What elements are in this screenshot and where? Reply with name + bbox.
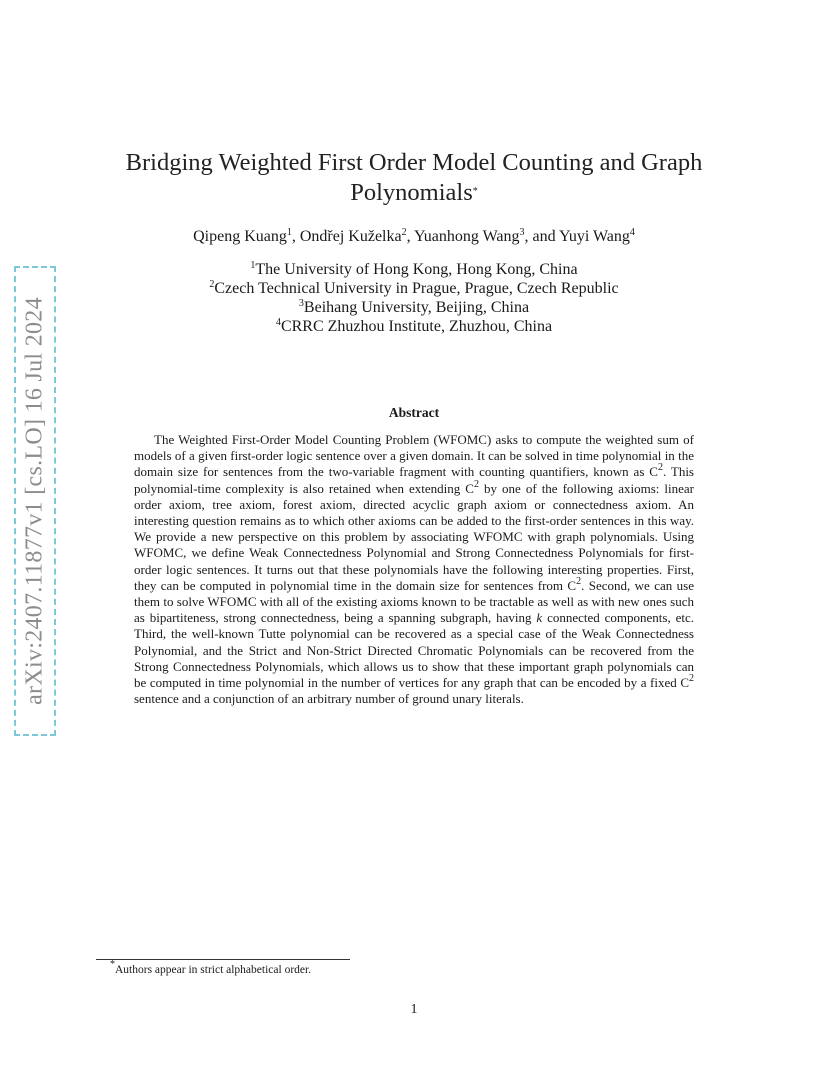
affiliation-mark: 2: [209, 279, 215, 290]
author-name: Ondřej Kuželka: [299, 228, 402, 245]
abstract-text: sentence and a conjunction of an arbitrary number of ground unary literals.: [134, 691, 524, 707]
footnote-mark: *: [110, 959, 115, 970]
author-name: Yuyi Wang: [559, 228, 630, 245]
title-line-2: [110, 178, 718, 208]
author-list: [80, 226, 748, 248]
footnote-rule: [96, 959, 350, 960]
affiliation-mark: 4: [275, 317, 281, 328]
superscript: 2: [689, 673, 694, 685]
title-footnote-mark: *: [472, 186, 478, 197]
author-name: Yuanhong Wang: [414, 228, 520, 245]
affiliation-text: The University of Hong Kong, Hong Kong, China: [255, 261, 578, 278]
affiliation: [80, 317, 748, 336]
affiliation-mark: 1: [250, 260, 256, 271]
affiliation: [80, 260, 748, 279]
page-number: 1: [410, 1002, 418, 1017]
abstract-text: connected components, etc. Third, the well-known Tutte polynomial can be recovered as a special case of the Weak Connectedness Polynomial, and the Strict and Non-Strict Directed Chromatic Polynomials can be recovered from the Strong Connectedness Polynomials, which allows us to show that these important graph polynomials can be computed in time polynomial in the number of vertices for any graph that can be encoded by a fixed C: [134, 610, 695, 691]
affiliation-text: Beihang University, Beijing, China: [303, 299, 530, 316]
affiliation: [80, 279, 748, 298]
author-separator: , and: [524, 228, 560, 245]
footnote-text: Authors appear in strict alphabetical order.: [115, 964, 312, 976]
author-separator: ,: [291, 228, 300, 245]
paper-title: [110, 148, 718, 208]
affiliation-text: Czech Technical University in Prague, Prague, Czech Republic: [214, 280, 619, 297]
abstract-text: by one of the following axioms: linear order axiom, tree axiom, forest axiom, directed acyclic graph axiom or connectedness axiom. An interesting question remains as to which other axioms can be added to the first-order sentences in this way. We provide a new perspective on this problem by associating WFOMC with graph polynomials. Using WFOMC, we define Weak Connectedness Polynomial and Strong Connectedness Polynomials for first-order logic sentences. It turns out that these polynomials have the following interesting properties. First, they can be computed in polynomial time in the domain size for sentences from C: [134, 480, 694, 593]
superscript: 2: [657, 462, 663, 474]
author-separator: ,: [406, 228, 414, 245]
affiliation-mark: 3: [298, 298, 304, 309]
abstract-text: The Weighted First-Order Model Counting Problem (WFOMC) asks to compute the weighted sum of models of a given first-order logic sentence over a given domain. It can be solved in time polynomial in the domain size for sentences from the two-variable fragment with counting quantifiers, known as C: [134, 432, 694, 480]
arxiv-identifier-stamp: [14, 266, 56, 736]
title-line-2-text: Polynomials: [350, 179, 473, 206]
author-affil-mark: 3: [519, 227, 525, 238]
arxiv-identifier: arXiv:2407.11877v1 [cs.LO] 16 Jul 2024: [21, 297, 48, 705]
superscript: 2: [576, 575, 582, 587]
abstract-heading: Abstract: [388, 405, 440, 420]
affiliation-text: CRRC Zhuzhou Institute, Zhuzhou, China: [280, 318, 553, 335]
author-affil-mark: 1: [286, 227, 292, 238]
abstract-text: . This polynomial-time complexity is also retained when extending C: [134, 464, 694, 496]
italic-variable: k: [536, 610, 543, 626]
author-name: Qipeng Kuang: [193, 228, 287, 245]
author-affil-mark: 2: [401, 227, 407, 238]
author-affil-mark: 4: [629, 227, 635, 238]
abstract-text: . Second, we can use them to solve WFOMC with all of the existing axioms known to be tractable as well as with new ones such as bipartiteness, strong connectedness, being a spanning subgraph, having: [134, 577, 694, 626]
footnote: [110, 959, 312, 976]
affiliation: [80, 298, 748, 317]
superscript: 2: [473, 478, 479, 490]
affiliation-list: [80, 260, 748, 336]
abstract-body: [134, 432, 694, 707]
title-line-1: Bridging Weighted First Order Model Counting and Graph: [125, 149, 703, 176]
